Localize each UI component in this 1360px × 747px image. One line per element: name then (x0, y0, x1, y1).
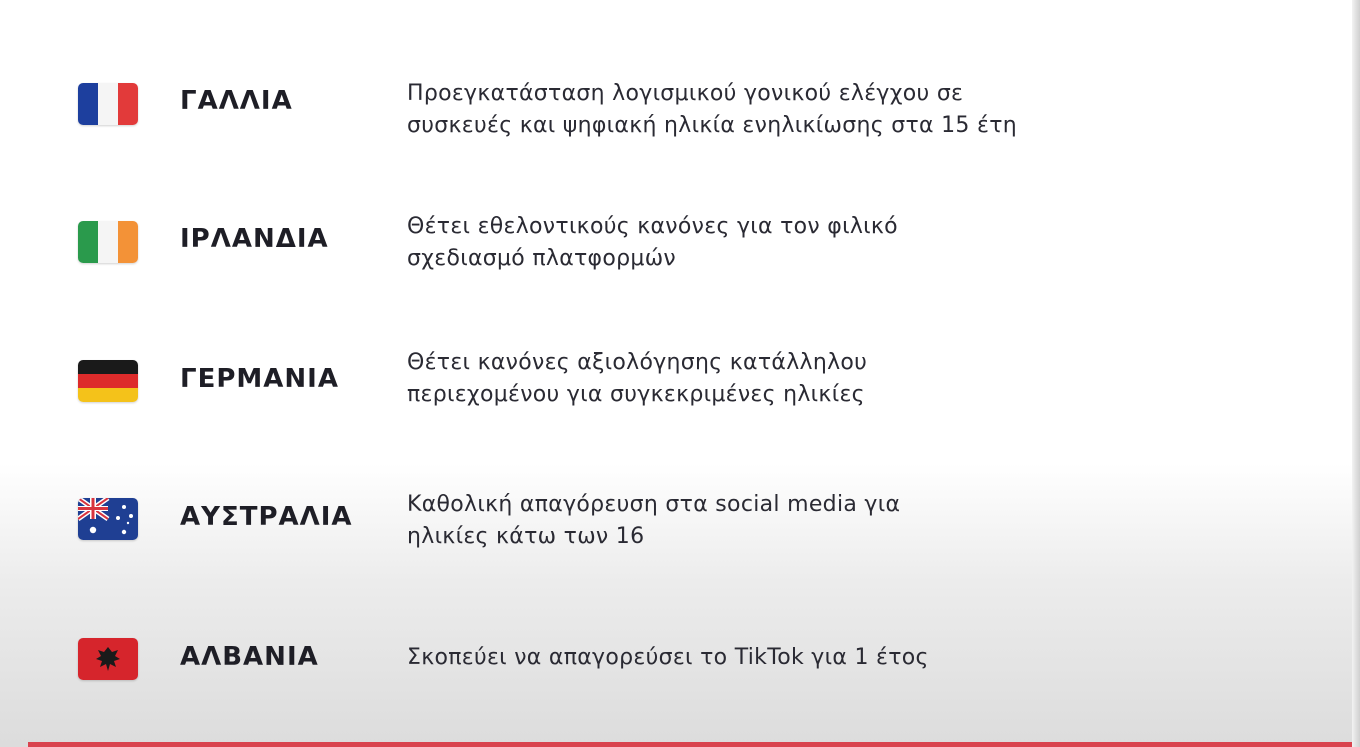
description-line: συσκευές και ψηφιακή ηλικία ενηλικίωσης στα 15 έτη (407, 113, 1017, 138)
right-edge-border (1352, 0, 1360, 747)
country-row-albania (0, 618, 1340, 698)
germany-flag-icon (78, 360, 138, 402)
country-row-germany (0, 340, 1340, 420)
description-line: Θέτει κανόνες αξιολόγησης κατάλληλου (407, 350, 868, 375)
bottom-accent-bar (28, 742, 1352, 747)
country-name: ΓΑΛΛΙΑ (180, 86, 293, 116)
description-line: Καθολική απαγόρευση στα social media για (407, 492, 901, 517)
description-line: Θέτει εθελοντικούς κανόνες για τον φιλικό (407, 214, 898, 239)
description-line: Προεγκατάσταση λογισμικού γονικού ελέγχου σε (407, 81, 964, 106)
country-description (407, 489, 900, 553)
ireland-flag-icon (78, 221, 138, 263)
country-description (407, 347, 867, 411)
country-row-france (0, 64, 1340, 144)
country-description (407, 642, 929, 674)
country-name: ΑΛΒΑΝΙΑ (180, 642, 319, 672)
country-row-australia (0, 478, 1340, 558)
country-description (407, 211, 898, 275)
description-line: ηλικίες κάτω των 16 (407, 524, 645, 549)
country-name: ΑΥΣΤΡΑΛΙΑ (180, 502, 353, 532)
description-line: σχεδιασμό πλατφορμών (407, 246, 677, 271)
description-line: Σκοπεύει να απαγορεύσει το TikTok για 1 έτος (407, 645, 929, 670)
country-description (407, 78, 1017, 142)
description-line: περιεχομένου για συγκεκριμένες ηλικίες (407, 382, 865, 407)
australia-flag-icon (78, 498, 138, 540)
france-flag-icon (78, 83, 138, 125)
albania-flag-icon (78, 638, 138, 680)
country-name: ΙΡΛΑΝΔΙΑ (180, 224, 329, 254)
country-name: ΓΕΡΜΑΝΙΑ (180, 364, 339, 394)
country-row-ireland (0, 202, 1340, 282)
